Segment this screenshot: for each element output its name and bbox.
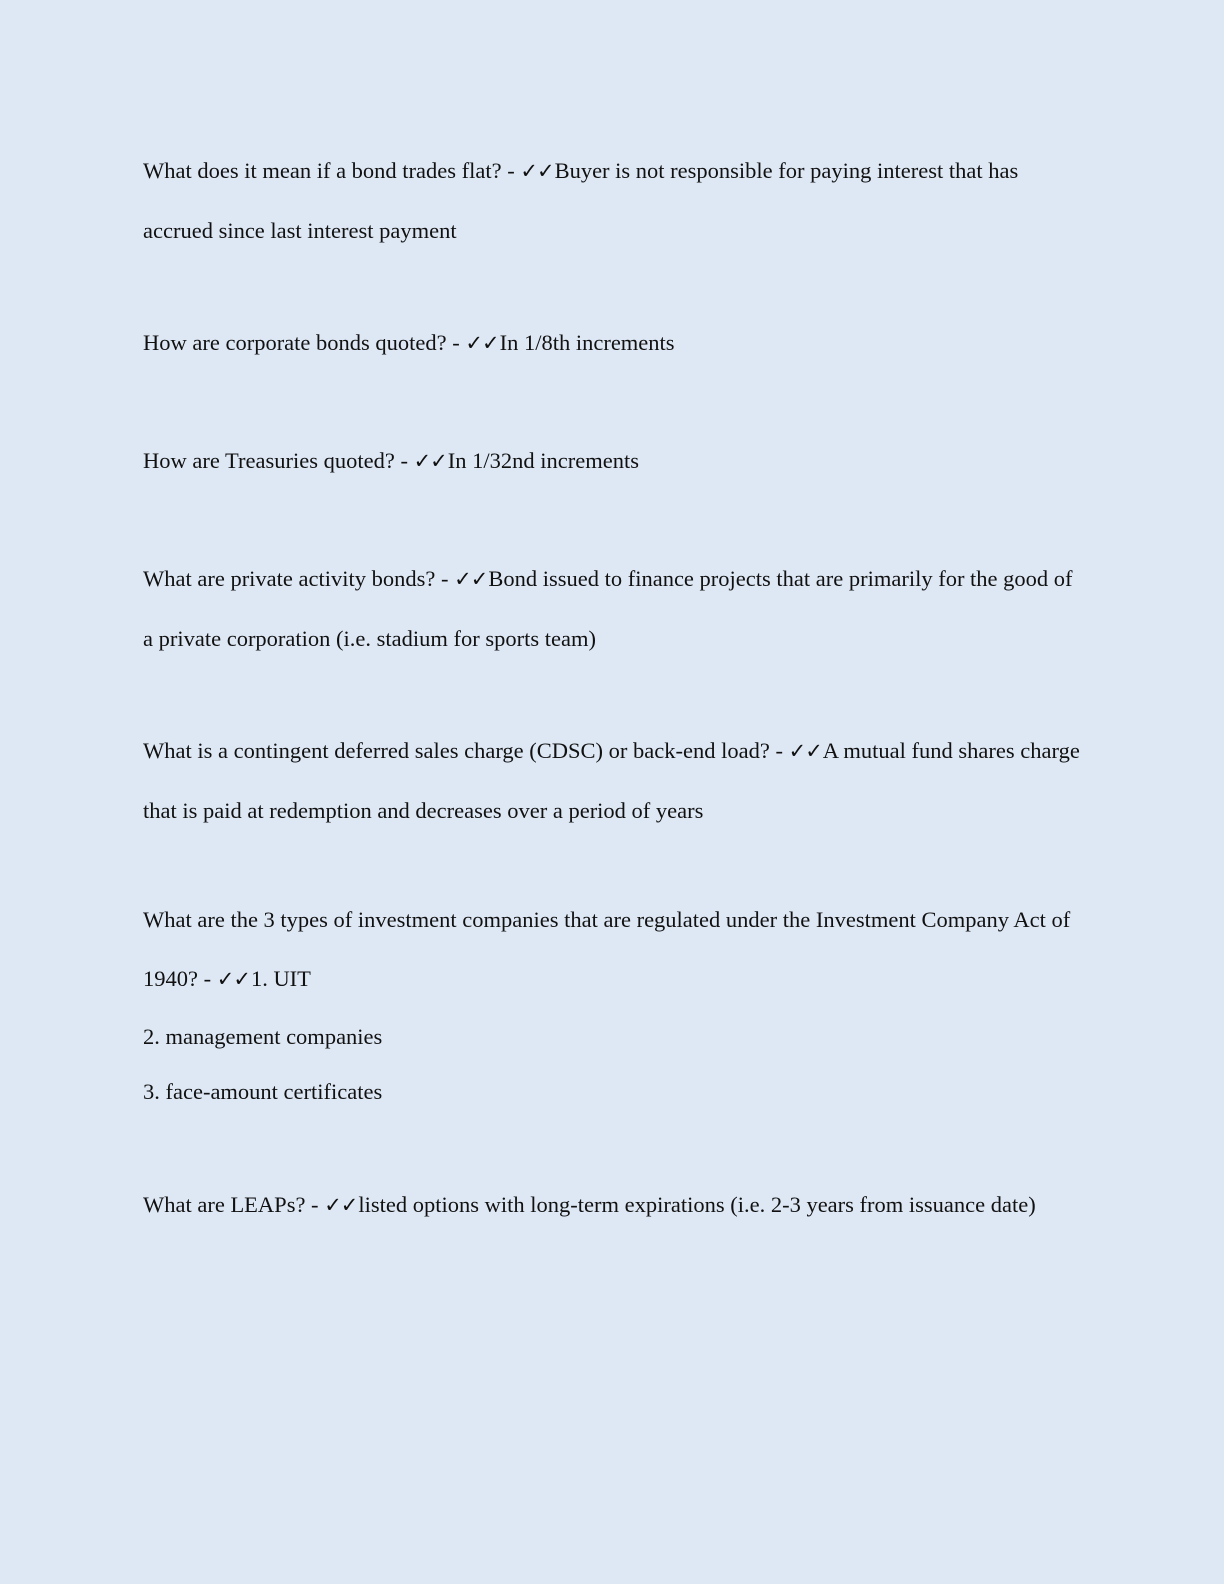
double-check-icon: ✓✓	[324, 1193, 358, 1217]
double-check-icon: ✓✓	[788, 739, 822, 763]
question-text: What are LEAPs? -	[143, 1192, 325, 1217]
qa-text	[143, 141, 1083, 260]
double-check-icon: ✓✓	[454, 567, 488, 591]
question-text: What is a contingent deferred sales charge (CDSC) or back-end load? -	[143, 738, 789, 763]
answer-text: In 1/8th increments	[499, 330, 675, 355]
qa-text	[143, 721, 1083, 840]
answer-text: A mutual fund shares charge that is paid at redemption and decreases over a period of years	[143, 738, 1080, 823]
qa-item	[143, 1175, 1083, 1235]
answer-text: Buyer is not responsible for paying interest that has accrued since last interest payment	[143, 158, 1019, 243]
double-check-icon: ✓✓	[465, 331, 499, 355]
qa-item	[143, 549, 1083, 668]
qa-text	[143, 313, 1083, 373]
answer-text: listed options with long-term expirations (i.e. 2-3 years from issuance date)	[358, 1192, 1036, 1217]
qa-item	[143, 721, 1083, 840]
answer-list-item: 2. management companies	[143, 1024, 383, 1049]
question-text: What are private activity bonds? -	[143, 566, 455, 591]
qa-item	[143, 313, 1083, 373]
answer-list-item: 3. face-amount certificates	[143, 1079, 383, 1104]
qa-text	[143, 1175, 1083, 1235]
question-text: What does it mean if a bond trades flat? -	[143, 158, 521, 183]
question-text: How are corporate bonds quoted? -	[143, 330, 466, 355]
question-text: What are the 3 types of investment companies that are regulated under the Investment Company Act of 1940? -	[143, 907, 1071, 991]
double-check-icon: ✓✓	[413, 449, 447, 473]
qa-text	[143, 431, 1083, 491]
qa-item	[143, 141, 1083, 260]
qa-text	[143, 890, 1083, 1009]
answer-text: 1. UIT	[250, 966, 311, 991]
double-check-icon: ✓✓	[520, 159, 554, 183]
qa-item	[143, 890, 1083, 1119]
question-text: How are Treasuries quoted? -	[143, 448, 414, 473]
double-check-icon: ✓✓	[216, 967, 250, 991]
answer-text: In 1/32nd increments	[447, 448, 639, 473]
qa-item	[143, 431, 1083, 491]
qa-text	[143, 549, 1083, 668]
answer-text: Bond issued to finance projects that are primarily for the good of a private corporation (i.e. stadium for sports team)	[143, 566, 1073, 651]
